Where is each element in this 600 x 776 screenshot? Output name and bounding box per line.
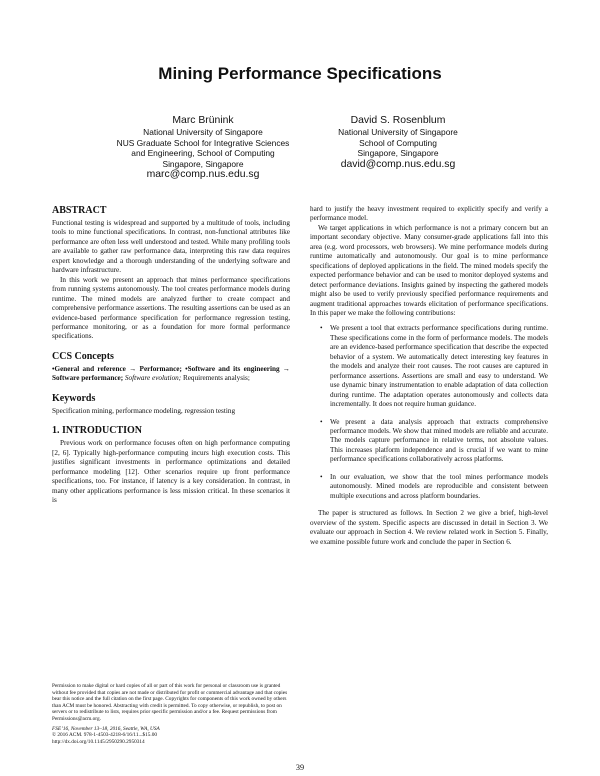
bullet-icon: • [320,324,323,333]
ccs-heading: CCS Concepts [52,350,114,362]
ccs-italic-term: Software evolution; [124,374,182,383]
author-name: Marc Brünink [172,115,234,126]
author-affiliation-line: National University of Singapore [338,127,458,137]
author-email[interactable]: david@comp.nus.edu.sg [340,158,456,170]
bullet-icon: • [320,417,323,426]
left-column [52,205,290,505]
author-email[interactable]: marc@comp.nus.edu.sg [146,169,260,181]
ccs-concepts [52,365,290,384]
author-affiliation-line: School of Computing [359,137,437,148]
list-item [320,418,548,465]
abstract-paragraph: In this work we present an approach that mines performance specifications from running systems autonomously. The tool creates performance models during runtime. The mined models are analyzed further to create compact and comprehensive performance assertions. The resulting assertions can be used as an evidence-based performance specification for performance regression testing, performance monitoring, or as a foundation for more formal performance specifications. [52,275,290,341]
contribution-text: We present a data analysis approach that extracts comprehensive performance models. We show that mined models are reliable and accurate. The models capture performance in relative terms, not absolute values. This increases platform independence and is crucial if we want to mine performance specifications collaboratively across platforms. [330,417,548,464]
author-affiliation-line: Singapore, Singapore [357,148,439,159]
ccs-plain-term: Requirements analysis; [181,374,250,383]
author-affiliation-line: NUS Graduate School for Integrative Sciences [116,137,290,148]
copyright-line: © 2016 ACM. 978-1-4503-4218-6/16/11...$15.00 [52,732,158,739]
page-number: 39 [295,763,305,772]
paper-title: Mining Performance Specifications [158,64,442,83]
list-item [320,473,548,501]
right-column [310,205,548,547]
author-affiliation-line: National University of Singapore [143,127,263,137]
contribution-text: In our evaluation, we show that the tool mines performance models autonomously. Mined models are reproducible and consistent between multiple executions and across platform boundaries. [330,472,548,500]
bullet-icon: • [320,472,323,481]
introduction-heading: 1. INTRODUCTION [52,425,143,437]
list-item [320,324,548,409]
author-affiliation-line: and Engineering, School of Computing [131,148,275,159]
contributions-list [310,324,548,501]
body-paragraph: The paper is structured as follows. In Section 2 we give a brief, high-level overview of the system. Specific aspects are discussed in detail in Section 3. We evaluate our approach in Section 4. We review related work in Section 5. Finally, we examine possible future work and conclude the paper in Section 6. [310,509,548,546]
keywords-heading: Keywords [52,392,96,404]
author-block-2 [278,115,518,171]
copyright-footnote [52,683,290,745]
body-paragraph: We target applications in which performance is not a primary concern but an important secondary objective. Many consumer-grade applications fall into this area (e.g. word processors, web browsers). We mine performance models during runtime automatically and autonomously. Our goal is to mine performance specifications of deployed applications in the field. The mined models specify the expected performance behavior and can be used to monitor deployed systems and detect performance deviations. Insights gained by inspecting the gathered models might also be used to verify previously specified performance requirements and augment traditional approaches towards elicitation of performance specifications. In this paper we make the following contributions: [310,223,548,317]
introduction-paragraph: Previous work on performance focuses often on high performance computing [2, 6]. Typically high-performance computing incurs high execution costs. This justifies significant investments in performance optimizations and detailed performance modeling [12]. Other scenarios require up front performance specifications, too. For instance, if latency is a key consideration. In contrast, in many other applications performance is less mission critical. In these scenarios it is [52,439,290,504]
keywords-text: Specification mining, performance modeling, regression testing [52,406,236,415]
contribution-text: We present a tool that extracts performance specifications during runtime. These specifications come in the form of performance models. The models are an evidence-based performance specification that describe the expected behavior of a system. We automatically detect interesting key features in the models and analyze their root causes. The root causes are captured in performance assertions. Assertions are small and easy to understand. We use dynamic binary instrumentation to enable adaptation of data collection during runtime. The adaptation operates autonomously and collects data incrementally. It does not require human guidance. [330,324,548,409]
abstract-heading: ABSTRACT [52,205,107,216]
author-name: David S. Rosenblum [350,115,446,126]
ccs-bold-terms: •General and reference → Performance; •Software and its engineering → Software performance; [52,364,290,383]
doi-link[interactable]: http://dx.doi.org/10.1145/2950290.2950314 [52,738,145,745]
permission-notice: Permission to make digital or hard copies of all or part of this work for personal or classroom use is granted without fee provided that copies are not made or distributed for profit or commercial advantage and that copies bear this notice and the full citation on the first page. Copyrights for components of this work owned by others than ACM must be honored. Abstracting with credit is permitted. To copy otherwise, or republish, to post on servers or to redistribute to lists, requires prior specific permission and/or a fee. Request permissions from Permissions@acm.org. [52,683,288,722]
venue-line: FSE’16, November 13–18, 2016, Seattle, WA, USA [52,725,160,732]
abstract-paragraph: Functional testing is widespread and supported by a multitude of tools, including tools to mine functional specifications. In contrast, non-functional attributes like performance are often less well understood and tested. While many profiling tools are available to gather raw performance data, interpreting this raw data requires expert knowledge and a thorough understanding of the underlying software and hardware infrastructure. [52,219,290,275]
author-affiliation-line: Singapore, Singapore [162,158,244,169]
body-paragraph: hard to justify the heavy investment required to explicitly specify and verify a performance model. [310,205,548,223]
